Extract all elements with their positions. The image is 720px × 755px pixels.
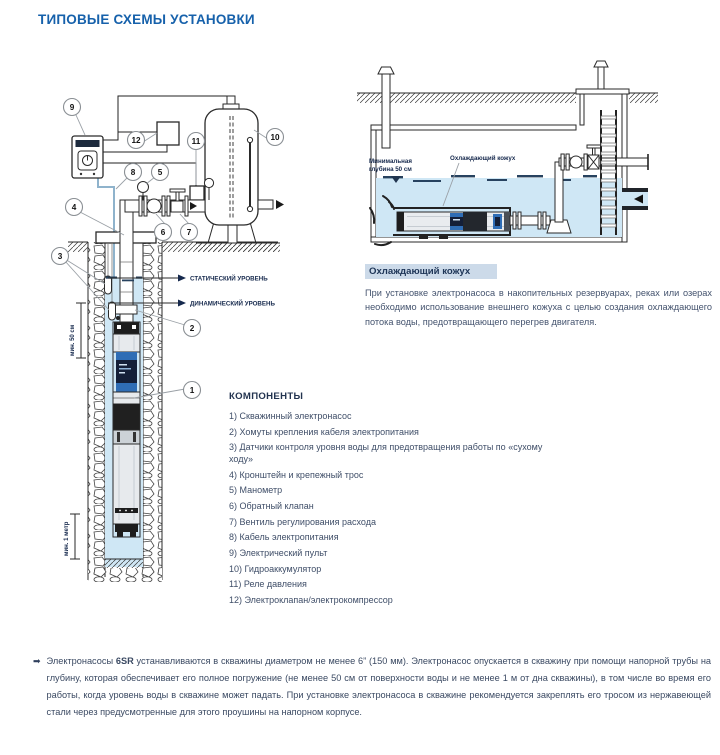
- svg-text:6: 6: [160, 228, 166, 237]
- components-heading: КОМПОНЕНТЫ: [229, 391, 304, 402]
- callout-1: [184, 382, 201, 399]
- svg-text:Охлаждающий кожух: Охлаждающий кожух: [450, 155, 516, 162]
- cooling-section-body: При установке электронасоса в накопительных резервуарах, реках или озерах необходимо использование внешнего кожуха с целью создания охлаждающего потока воды, предотвращающего перегрев двигателя.: [365, 288, 712, 327]
- callout-2: [184, 320, 201, 337]
- switch-wire: [103, 163, 196, 186]
- callout-12: [128, 132, 145, 149]
- solenoid-valve-box: [157, 122, 179, 145]
- svg-text:СТАТИЧЕСКИЙ УРОВЕНЬ: СТАТИЧЕСКИЙ УРОВЕНЬ: [190, 275, 268, 283]
- component-item: 12) Электроклапан/электрокомпрессор: [229, 595, 393, 606]
- hydro-accumulator-tank: [196, 96, 284, 252]
- svg-text:10: 10: [270, 133, 280, 142]
- min-1m-dimension: [64, 514, 80, 559]
- component-item: 11) Реле давления: [229, 579, 307, 590]
- callout-7: [181, 224, 198, 241]
- submersible-pump: [113, 322, 140, 537]
- component-item: 7) Вентиль регулирования расхода: [229, 516, 376, 527]
- svg-text:ДИНАМИЧЕСКИЙ УРОВЕНЬ: ДИНАМИЧЕСКИЙ УРОВЕНЬ: [190, 300, 275, 308]
- callout-6: [155, 224, 172, 241]
- cooling-jacket-section: [365, 264, 712, 329]
- component-item: 5) Манометр: [229, 485, 283, 496]
- svg-text:мин. 50 см: мин. 50 см: [70, 324, 76, 356]
- component-item: 8) Кабель электропитания: [229, 532, 339, 543]
- svg-text:1: 1: [189, 386, 195, 395]
- component-item: 4) Кронштейн и крепежный трос: [229, 469, 364, 480]
- control-panel: [72, 136, 103, 178]
- manhole: [576, 61, 629, 94]
- svg-text:11: 11: [191, 137, 201, 146]
- callout-4: [66, 199, 83, 216]
- component-item: 10) Гидроаккумулятор: [229, 563, 322, 574]
- arrow-bullet-icon: ➡: [33, 656, 41, 666]
- min-50cm-dimension: [70, 303, 86, 358]
- ladder: [601, 110, 616, 235]
- components-list: [229, 411, 546, 607]
- callout-8: [125, 164, 142, 181]
- components-section: [229, 391, 546, 611]
- svg-text:7: 7: [186, 228, 192, 237]
- check-valve-icon: [147, 199, 161, 213]
- svg-text:12: 12: [131, 136, 141, 145]
- pump-model: 6SR: [115, 656, 134, 666]
- svg-text:3: 3: [57, 252, 63, 261]
- component-item: 1) Скважинный электронасос: [229, 411, 352, 421]
- component-item: 3) Датчики контроля уровня воды для предотвращения работы по «сухому ходу»: [229, 442, 543, 464]
- svg-text:2: 2: [189, 324, 195, 333]
- callout-3: [52, 248, 69, 265]
- svg-text:глубина 50 см: глубина 50 см: [369, 166, 412, 173]
- component-item: 2) Хомуты крепления кабеля электропитания: [229, 426, 419, 437]
- footnote: [33, 653, 711, 721]
- footnote-text-before: Электронасосы: [46, 656, 116, 666]
- regulating-valve-icon: [171, 201, 183, 212]
- callout-11: [188, 133, 205, 150]
- svg-text:Минимальная: Минимальная: [369, 158, 412, 165]
- svg-text:мин. 1 метр: мин. 1 метр: [64, 521, 70, 556]
- footnote-text-after: устанавливаются в скважины диаметром не менее 6” (150 мм). Электронасос опускается в скважину при помощи напорной трубы на глубину, которая обеспечивает его полное погружение (не менее 50 см от поверхности воды и не менее 1 м от дна скважины), в том числе во время его работы, когда уровень воды в скважине может падать. При установке электронасоса в скважине рекомендуется закреплять его тросом из нержавеющей стали через предусмотренные для этого проушины на напорном корпусе.: [46, 656, 711, 717]
- component-item: 6) Обратный клапан: [229, 500, 314, 511]
- callout-5: [152, 164, 169, 181]
- component-item: 9) Электрический пульт: [229, 548, 328, 558]
- callout-9: [64, 99, 81, 116]
- riser-pipe: [120, 200, 133, 322]
- callout-10: [267, 129, 284, 146]
- cooling-section-heading: Охлаждающий кожух: [365, 264, 497, 279]
- svg-text:4: 4: [71, 203, 77, 212]
- page-title: ТИПОВЫЕ СХЕМЫ УСТАНОВКИ: [38, 12, 255, 27]
- svg-text:8: 8: [130, 168, 136, 177]
- cooling-jacket-diagram: [355, 58, 665, 253]
- svg-text:9: 9: [69, 103, 75, 112]
- svg-text:5: 5: [157, 168, 163, 177]
- vent-pipe: [378, 67, 394, 148]
- inflow-pipe: [622, 188, 648, 210]
- footnote-text: [47, 653, 711, 721]
